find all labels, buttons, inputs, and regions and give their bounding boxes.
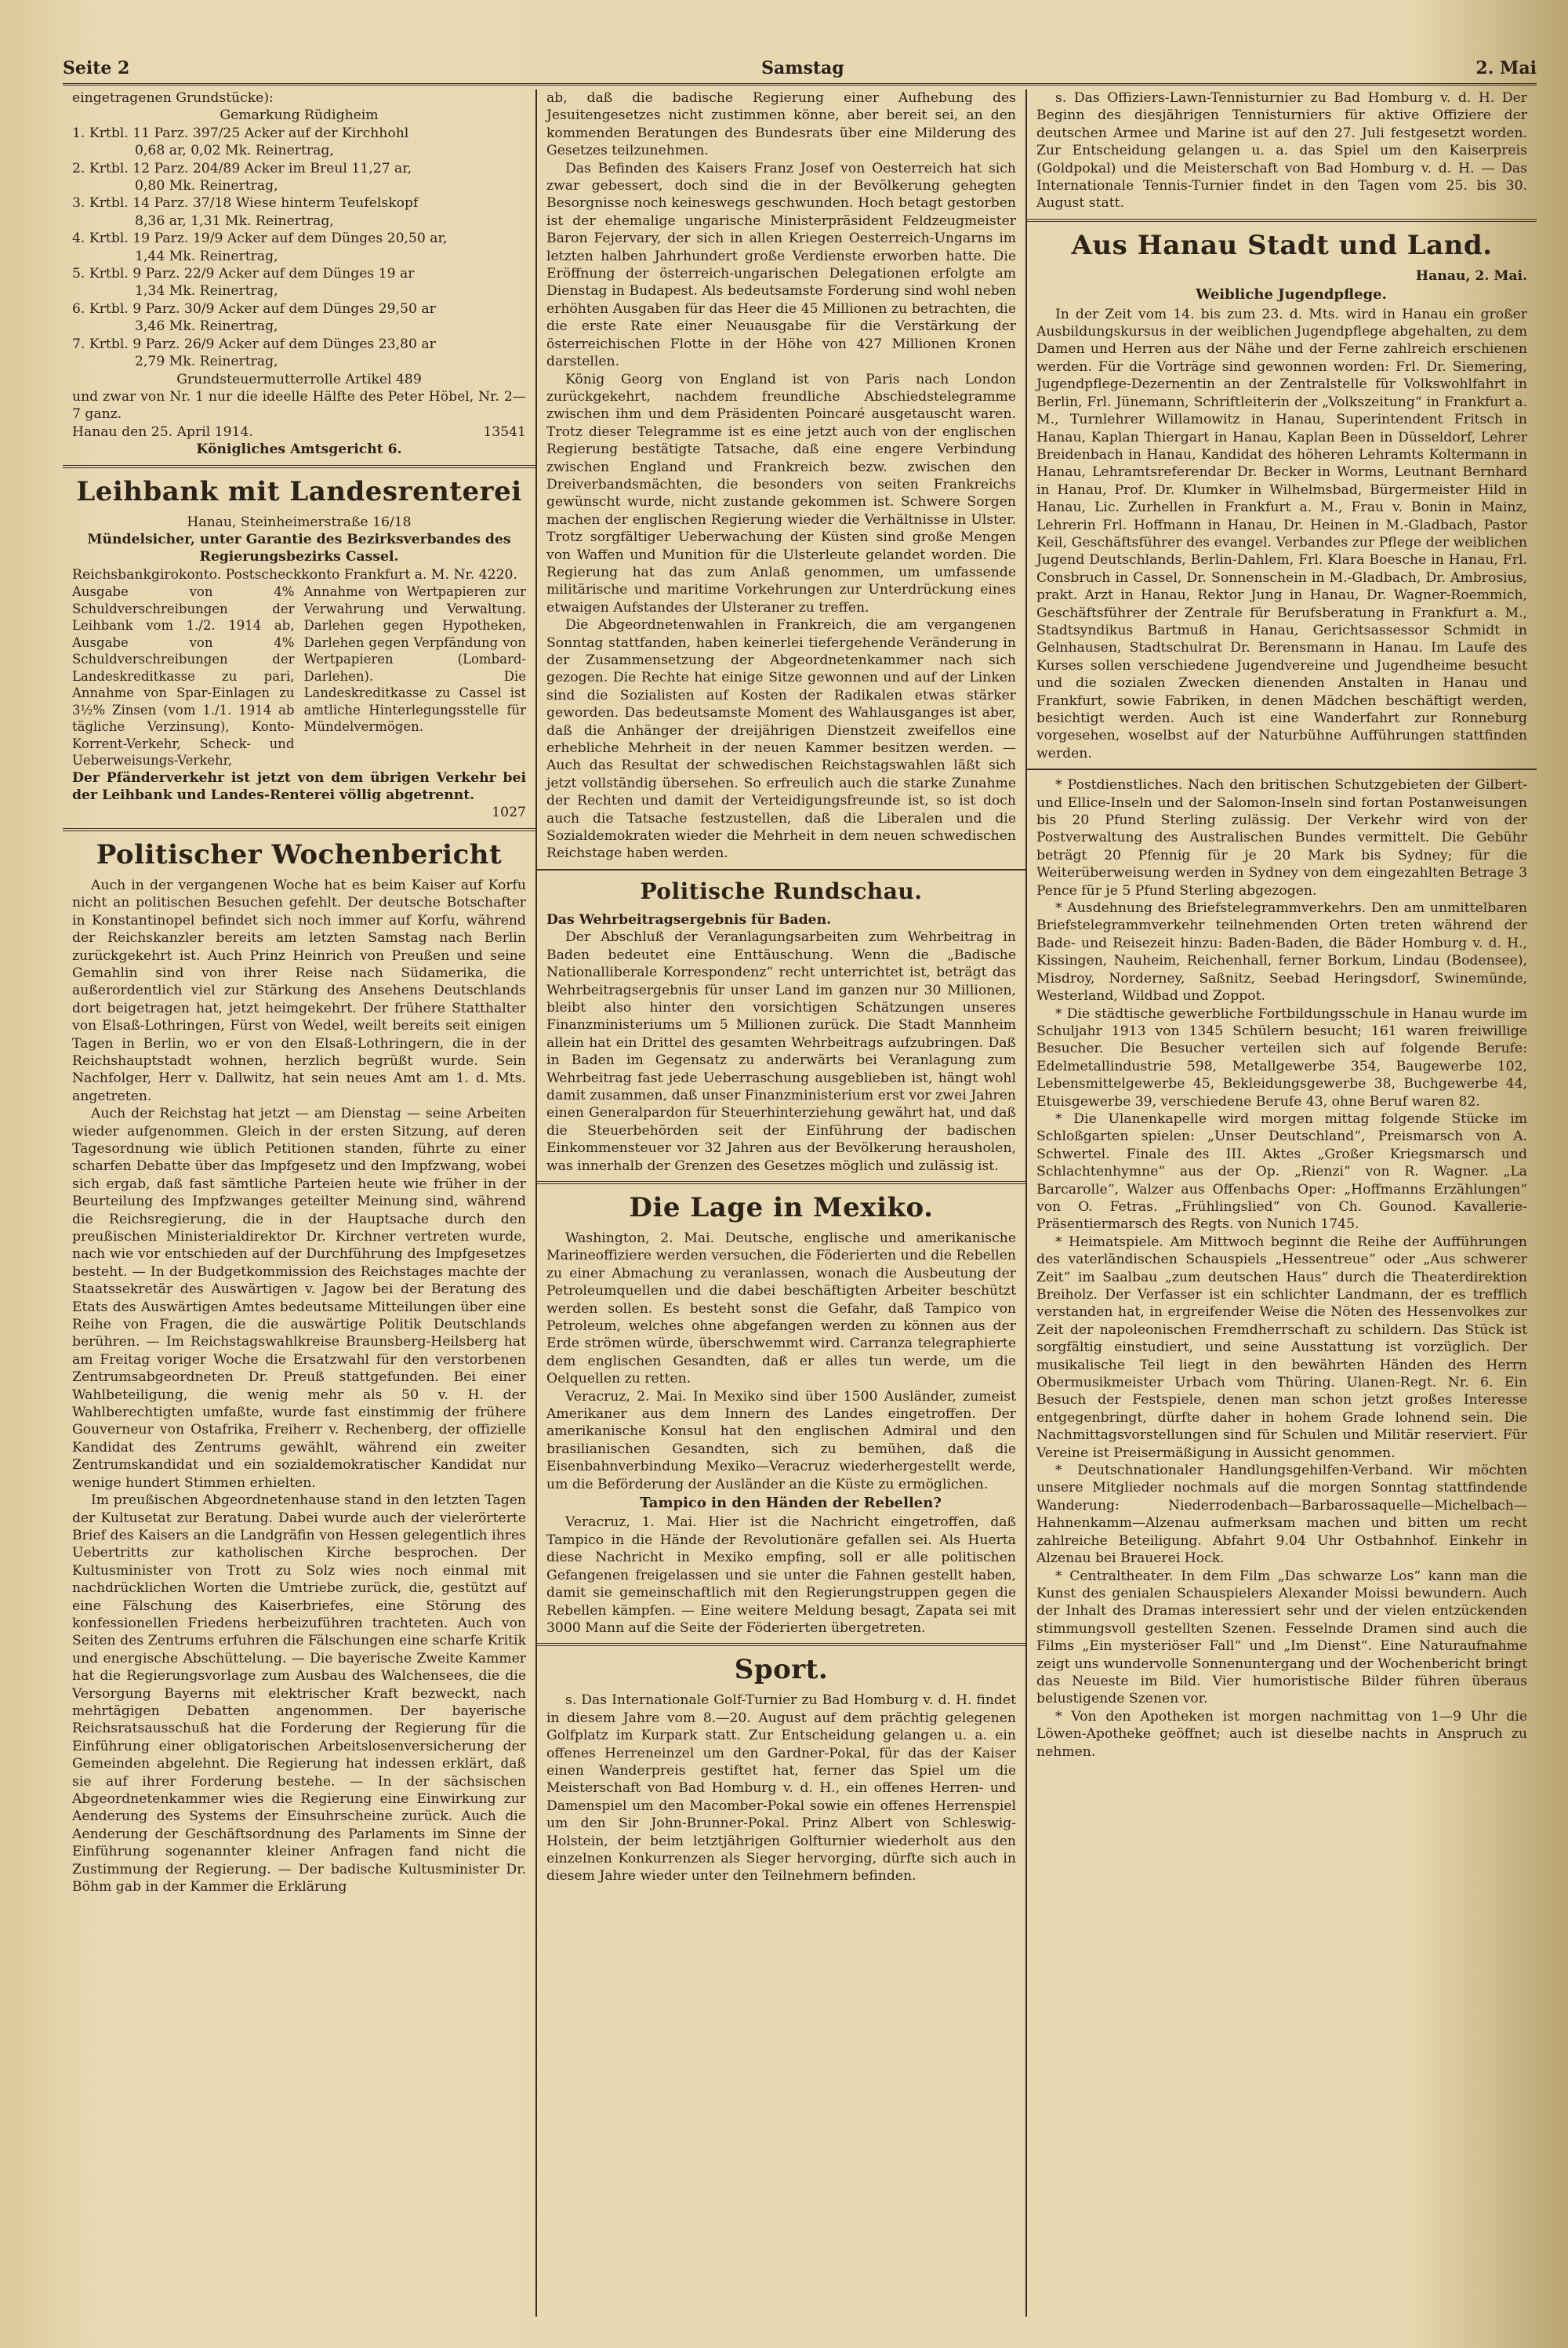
leihbank-services-left: Ausgabe von 4% Schuldverschreibungen der Leihbank vom 1./2. 1914 ab, Ausgabe von 4% Schuldverschreibungen der Landeskreditkasse zu pari, Annahme von Spar-Einlagen zu 3½% Zinsen (vom 1./1. 1914 ab tägliche Verzinsung), Konto-Korrent-Verkehr, Scheck- und Ueberweisungs-Verkehr, — [72, 584, 295, 769]
plot-line: 1,44 Mk. Reinertrag, — [135, 248, 278, 264]
divider — [1027, 219, 1537, 222]
plot-line: 7. Krtbl. 9 Parz. 26/9 Acker auf dem Dünges 23,80 ar — [72, 336, 436, 352]
plot-line: 2,79 Mk. Reinertrag, — [135, 354, 278, 370]
divider — [1027, 769, 1537, 770]
plot-line: 0,80 Mk. Reinertrag, — [135, 178, 278, 194]
grund-title: Gemarkung Rüdigheim — [220, 107, 379, 124]
article-paragraph: Auch der Reichstag hat jetzt — am Dienstag — seine Arbeiten wieder aufgenommen. Gleich in der ersten Sitzung, auf deren Tagesordnung wie üblich Petitionen standen, führte zu einer scharfen Debatte über das Impfgesetz und den Impfzwang, wobei sich ergab, daß fast sämtliche Parteien heute wie früher in der Beurteilung des Impfzwanges geteilter Meinung sind, während die Reichsregierung, die in der Hauptsache durch den preußischen Ministerialdirektor Dr. Kirchner vertreten wurde, nach wie vor entschieden auf der Durchführung des Impfgesetzes besteht. — In der Budgetkommission des Reichstages machte der Staatssekretär des Auswärtigen v. Jagow bei der Beratung des Etats des Auswärtigen Amtes bedeutsame Mitteilungen über eine Reihe von Fragen, die die auswärtige Politik Deutschlands berühren. — Im Reichstagswahlkreise Braunsberg-Heilsberg hat am Freitag voriger Woche die Ersatzwahl für den verstorbenen Zentrumsabgeordneten Dr. Preuß stattgefunden. Bei einer Wahlbeteiligung, die wenig mehr als 50 v. H. der Wahlberechtigten umfaßte, wurde fast einstimmig der frühere Gouverneur von Ostafrika, Freiherr v. Rechenberg, der offizielle Kandidat des Zentrums gewählt, während ein zweiter Zentrumskandidat und ein sozialdemokratischer Kandidat nur wenige hundert Stimmen erhielten. — [72, 1106, 526, 1491]
masthead — [63, 58, 1537, 85]
columns — [63, 89, 1537, 2317]
article-paragraph: Auch in der vergangenen Woche hat es beim Kaiser auf Korfu nicht an politischen Besuchen gefehlt. Der deutsche Botschafter in Konstantinopel befindet sich noch immer auf Korfu, während der Reichskanzler bereits am letzten Samstag nach Berlin zurückgekehrt ist. Auch Prinz Heinrich von Preußen und seine Gemahlin sind von ihrer Reise nach Südamerika, die außerordentlich viel zur Stärkung des Ansehens Deutschlands dort beigetragen hat, jetzt heimgekehrt. Der frühere Statthalter von Elsaß-Lothringen, Fürst von Wedel, weilt bereits seit einigen Tagen in Berlin, wo er von den Elsaß-Lothringern, die in der Reichshauptstadt wohnen, herzlich begrüßt wurde. Sein Nachfolger, Herr v. Dallwitz, hat sein neues Amt am 1. d. Mts. angetreten. — [72, 877, 526, 1104]
plot-line: 5. Krtbl. 9 Parz. 22/9 Acker auf dem Dünges 19 ar — [72, 266, 415, 282]
plot-line: 3,46 Mk. Reinertrag, — [135, 318, 278, 335]
article-paragraph: König Georg von England ist von Paris nach London zurückgekehrt, nachdem freundliche Abschiedstelegramme zwischen ihm und dem Präsidenten Poincaré ausgetauscht waren. Trotz dieser Telegramme ist es eine jetzt auch von der englischen Regierung bestätigte Tatsache, daß eine engere Verbindung zwischen England und Frankreich bezw. zwischen den Dreiverbandsmächten, die besonders von seiten Frankreichs gewünscht wurde, nicht zustande gekommen ist. Schwere Sorgen machen der englischen Regierung wieder die Verhältnisse in Ulster. Trotz sorgfältiger Ueberwachung der Küsten sind große Mengen von Waffen und Munition für die Ulsterleute gelandet worden. Die Regierung hat das zum Anlaß genommen, um umfassende militärische und maritime Vorkehrungen zur Unterdrückung eines etwaigen Aufstandes der Ulsteraner zu treffen. — [546, 371, 1016, 616]
column-2 — [537, 89, 1027, 2317]
article-paragraph: Das Befinden des Kaisers Franz Josef von Oesterreich hat sich zwar gebessert, doch sind die in der Bevölkerung gehegten Besorgnisse noch keineswegs geschwunden. Hoch betagt gestorben ist der ehemalige ungarische Ministerpräsident Feldzeugmeister Baron Fejervary, der sich in allen Kriegen Oesterreich-Ungarns im letzten halben Jahrhundert große Verdienste erworben hatte. Die Eröffnung der österreich-ungarischen Delegationen erfolgte am Dienstag in Budapest. Als bedeutsamste Forderung sind wohl neben erhöhten Ausgaben für das Heer die 45 Millionen zu betrachten, die die erste Rate einer Neuausgabe für die Verstärkung der österreichischen Flotte in der Höhe von 427 Millionen Kronen darstellen. — [546, 160, 1016, 370]
article-paragraph: Im preußischen Abgeordnetenhause stand in den letzten Tagen der Kultusetat zur Beratung. Dabei wurde auch der vielerörterte Brief des Kaisers an die Landgräfin von Hessen gelegentlich ihres Uebertritts zur katholischen Kirche besprochen. Der Kultusminister von Trott zu Solz wies noch einmal mit nachdrücklichen Worten die Umtriebe zurück, die, gestützt auf eine Fälschung des Kaiserbriefes, eine Störung des konfessionellen Friedens herbeizuführen trachteten. Auch von Seiten des Zentrums erfuhren die Fälschungen eine scharfe Kritik und energische Abschüttelung. — Die bayerische Zweite Kammer hat die Regierungsvorlage zum Ausbau des Walchensees, die die Versorgung Bayerns mit elektrischer Kraft bezweckt, nach mehrtägigen Debatten angenommen. Der bayerische Reichsratsausschuß hat die Forderung der Regierung für die Einführung einer obligatorischen Arbeitslosenversicherung der Gemeinden abgelehnt. Die Regierung hat indessen erklärt, daß sie auf ihrer Forderung bestehe. — In der sächsischen Abgeordnetenkammer wies die Regierung eine Einwirkung zur Aenderung des Systems der Einsuhrscheine zurück. Auch die Aenderung der Geschäftsordnung des Parlaments im Sinne der Einführung sogenannter kleiner Anfragen fand nicht die Zustimmung der Regierung. — Der badische Kultusminister Dr. Böhm gab in der Kammer die Erklärung — [72, 1492, 526, 1895]
rundschau-subtitle: Das Wehrbeitragsergebnis für Baden. — [546, 911, 832, 928]
plot-line: 0,68 ar, 0,02 Mk. Reinertrag, — [135, 143, 334, 159]
local-note: * Die Ulanenkapelle wird morgen mittag folgende Stücke im Schloßgarten spielen: „Unser Deutschland“, Preismarsch von A. Schwertel. Finale des III. Aktes „Großer Kriegsmarsch und Schlachtenhymne“ aus der Op. „Rienzi“ von R. Wagner. „La Barcarolle“, Walzer aus Offenbachs Oper: „Hoffmanns Erzählungen“ von O. Fetras. „Frühlingslied“ von Ch. Gounod. Kavallerie-Präsentiermarsch des Regts. von Nunich 1745. — [1036, 1110, 1527, 1233]
plot-line: 8,36 ar, 1,31 Mk. Reinertrag, — [135, 213, 334, 229]
grund-date: Hanau den 25. April 1914. — [72, 423, 253, 440]
mexiko-title: Die Lage in Mexiko. — [629, 1191, 934, 1223]
grund-tail: und zwar von Nr. 1 nur die ideelle Hälfte des Peter Höbel, Nr. 2—7 ganz. — [72, 388, 526, 423]
leihbank-services-right: Annahme von Wertpapieren zur Verwahrung und Verwaltung. Darlehen gegen Hypotheken, Darlehen gegen Verpfändung von Wertpapieren (Lombard-Darlehen). Die Landeskreditkasse zu Cassel ist amtliche Hinterlegungsstelle für Mündelvermögen. — [303, 584, 526, 735]
issue-date: 2. Mai — [1475, 58, 1537, 78]
article-paragraph: s. Das Offiziers-Lawn-Tennisturnier zu Bad Homburg v. d. H. Der Beginn des diesjährigen Tennisturniers für aktive Offiziere der deutschen Armee und Marine ist auf den 27. Juli festgesetzt worden. Zur Entscheidung gelangen u. a. das Spiel um den Kaiserpreis (Goldpokal) und die Meisterschaft von Bad Homburg v. d. H. — Das Internationale Tennis-Turnier findet in den Tagen vom 25. bis 30. August statt. — [1036, 90, 1527, 212]
article-paragraph: Veracruz, 2. Mai. In Mexiko sind über 1500 Ausländer, zumeist Amerikaner aus dem Innern des Landes eingetroffen. Der amerikanische Konsul hat den englischen Admiral und den brasilianischen Gesandten, sich zu bemühen, daß die Eisenbahnverbindung Mexiko—Veracruz wiederhergestellt werde, um die Beförderung der Ausländer an die Küste zu ermöglichen. — [546, 1388, 1016, 1492]
leihbank-subtitle: Mündelsicher, unter Garantie des Bezirksverbandes des Regierungsbezirks Cassel. — [87, 531, 511, 565]
weekday: Samstag — [761, 58, 844, 78]
divider — [537, 1181, 1025, 1184]
page-number: Seite 2 — [63, 58, 130, 78]
divider — [537, 1643, 1025, 1646]
local-note: * Von den Apotheken ist morgen nachmittag von 1—9 Uhr die Löwen-Apotheke geöffnet; auch ist dieselbe nachts in Anspruch zu nehmen. — [1036, 1708, 1527, 1760]
plot-line: 3. Krtbl. 14 Parz. 37/18 Wiese hinterm Teufelskopf — [72, 195, 419, 212]
leihbank-address: Hanau, Steinheimerstraße 16/18 — [187, 514, 412, 530]
article-paragraph: Der Abschluß der Veranlagungsarbeiten zum Wehrbeitrag in Baden bedeutet eine Enttäuschung. Wenn die „Badische Nationalliberale Korrespondenz“ recht unterrichtet ist, beträgt das Wehrbeitragsergebnis für unser Land im ganzen nur 30 Millionen, bleibt also hinter den vorsichtigen Schätzungen unseres Finanzministeriums um 5 Millionen zurück. Die Stadt Mannheim allein hat ein Drittel des gesamten Wehrbeitrags aufzubringen. Daß in Baden im Gegensatz zu anderwärts bei Veranlagung zum Wehrbeitrag fast jede Ueberraschung ausgeblieben ist, hängt wohl damit zusammen, daß unser Finanzministerium erst vor zwei Jahren einen Generalpardon für Steuerhinterziehung gewährt hat, und daß die Steuerbehörden seit der Einführung der badischen Einkommensteuer vor 32 Jahren aus der Bevölkerung herausholen, was innerhalb der Grenzen des Gesetzes möglich und zulässig ist. — [546, 929, 1016, 1174]
plot-line: 6. Krtbl. 9 Parz. 30/9 Acker auf dem Dünges 29,50 ar — [72, 300, 436, 317]
mexiko-subtitle: Tampico in den Händen der Rebellen? — [640, 1495, 942, 1512]
grund-artikel: Grundsteuermutterrolle Artikel 489 — [176, 371, 422, 387]
grund-number: 13541 — [483, 423, 526, 440]
local-note: * Die städtische gewerbliche Fortbildungsschule in Hanau wurde im Schuljahr 1913 von 1345 Schülern besucht; 161 waren freiwillige Besucher. Die Besucher verteilen sich auf folgende Berufe: Edelmetallindustrie 598, Metallgewerbe 354, Baugewerbe 102, Lebensmittelgewerbe 45, Bekleidungsgewerbe 38, Buchgewerbe 44, Etuisgewerbe 39, verschiedene Berufe 43, ohne Beruf waren 82. — [1036, 1005, 1527, 1110]
column-3 — [1027, 89, 1537, 2317]
grund-intro: eingetragenen Grundstücke): — [72, 90, 274, 106]
article-paragraph: s. Das Internationale Golf-Turnier zu Bad Homburg v. d. H. findet in diesem Jahre vom 8.—20. August auf dem prächtig gelegenen Golfplatz im Kurpark statt. Zur Entscheidung gelangen u. a. ein offenes Herreneinzel um den Gardner-Pokal, für das der Kaiser einen Wanderpreis gestiftet hat, ferner das Spiel um die Meisterschaft von Bad Homburg v. d. H., ein offenes Herren- und Damenspiel um den Macomber-Pokal sowie ein offenes Herrenspiel um den Sir John-Brunner-Pokal. Prinz Albert von Schleswig-Holstein, der beim letztjährigen Golfturnier wiederholt aus den einzelnen Konkurrenzen als Sieger hervorging, dürfte sich auch in diesem Jahre wieder unter den Teilnehmern befinden. — [546, 1692, 1016, 1885]
plot-line: 4. Krtbl. 19 Parz. 19/9 Acker auf dem Dünges 20,50 ar, — [72, 231, 448, 247]
divider — [537, 869, 1025, 871]
grund-dateline — [72, 423, 526, 441]
leihbank-services — [72, 583, 526, 769]
local-note: * Centraltheater. In dem Film „Das schwarze Los“ kann man die Kunst des genialen Schauspielers Alexander Moissi bewundern. Auch der Inhalt des Dramas interessiert sehr und der vielen entzückenden stimmungsvoll gestellten Szenen. Fesselnde Dramen sind auch die Films „Ein mysteriöser Fall“ und „Im Dienst“. Eine Naturaufnahme zeigt uns wundervolle Sonnenuntergang und der Wochenbericht bringt das Neueste im Bild. Vier humoristische Bilder führen überaus belustigende Szenen vor. — [1036, 1568, 1527, 1707]
divider — [63, 465, 535, 468]
plot-list — [72, 125, 526, 371]
leihbank-pfand: Der Pfänderverkehr ist jetzt von dem übrigen Verkehr bei der Leihbank und Landes-Renterei völlig abgetrennt. — [72, 769, 526, 804]
column-1 — [63, 89, 537, 2317]
hanau-title: Aus Hanau Stadt und Land. — [1071, 229, 1493, 261]
hanau-subtitle: Weibliche Jugendpflege. — [1196, 286, 1387, 303]
leihbank-title: Leihbank mit Landesrenterei — [76, 475, 522, 507]
rundschau-title: Politische Rundschau. — [640, 878, 923, 904]
divider — [63, 828, 535, 831]
wochenbericht-title: Politischer Wochenbericht — [96, 838, 503, 871]
local-note: * Deutschnationaler Handlungsgehilfen-Verband. Wir möchten unsere Mitglieder nochmals auf die morgen Sonntag stattfindende Wanderung: Niederrodenbach—Barbarossaquelle—Michelbach—Hahnenkamm—Alzenau aufmerksam machen und bitten um recht zahlreiche Beteiligung. Abfahrt 9.04 Uhr Ostbahnhof. Einkehr in Alzenau bei Brauerei Hock. — [1036, 1463, 1527, 1567]
plot-line: 1,34 Mk. Reinertrag, — [135, 283, 278, 300]
article-paragraph: Washington, 2. Mai. Deutsche, englische und amerikanische Marineoffiziere werden versuchen, die Föderierten und die Rebellen zu einer Abmachung zu veranlassen, wonach die Ausbeutung der Petroleumquellen und die dabei beschäftigten Arbeiter beschützt werden sollen. Es besteht sonst die Gefahr, daß Tampico von Petroleum, welches ohne abgefangen werden zu können aus der Erde strömen würde, überschwemmt wird. Carranza telegraphierte dem englischen Gesandten, daß er alles tun werde, um die Oelquellen zu retten. — [546, 1230, 1016, 1387]
article-paragraph: In der Zeit vom 14. bis zum 23. d. Mts. wird in Hanau ein großer Ausbildungskursus in der weiblichen Jugendpflege abgehalten, zu dem Damen und Herren aus der Nähe und der Ferne zahlreich erschienen werden. Für die Vorträge sind gewonnen worden: Frl. Dr. Siemering, Jugendpflege-Dezernentin an der Zentralstelle für Volkswohlfahrt in Berlin, Frl. Jünemann, Schriftleiterin der „Volkszeitung“ in Frankfurt a. M., Turnlehrer Willamowitz in Hanau, Superintendent Fritsch in Hanau, Kaplan Thiergart in Hanau, Kaplan Been in Düsseldorf, Lehrer Breidenbach in Hanau, Kandidat des höheren Lehramts Koltermann in Hanau, Lehramtsreferendar Dr. Becker in Worms, Leutnant Bernhard in Hanau, Prof. Dr. Klumker in Wilhelmsbad, Bürgermeister Hild in Hanau, Lic. Zurhellen in Frankfurt a. M., Frau v. Bonin in Mainz, Lehrerin Frl. Hoffmann in Hanau, Dr. Heinen in M.-Gladbach, Pastor Keil, Geschäftsführer des evangel. Verbandes zur Pflege der weiblichen Jugend Deutschlands, Berlin-Dahlem, Frl. Klara Boesche in Hanau, Frl. Consbruch in Cassel, Dr. Sonnenschein in M.-Gladbach, Dr. Ambrosius, prakt. Arzt in Hanau, Rektor Jung in Hanau, Dr. Wagner-Roemmich, Geschäftsführer der Zentrale für Berufsberatung in Frankfurt a. M., Stadtsyndikus Bartmuß in Hanau, Gerichtsassessor Schmidt in Gelnhausen, Stadtschulrat Dr. Berensmann in Hanau. Im Laufe des Kurses sollen verschiedene Jugendvereine und Jugendheime besucht und die sozialen Zwecken dienenden Anstalten in Hanau und Frankfurt, sowie Fabriken, in denen Mädchen beschäftigt werden, besichtigt werden. Auch ist eine Wanderfahrt zur Ronneburg vorgesehen, woselbst auf der Naturbühne Aufführungen stattfinden werden. — [1036, 306, 1527, 761]
hanau-dateline: Hanau, 2. Mai. — [1415, 267, 1527, 284]
plot-line: 2. Krtbl. 12 Parz. 204/89 Acker im Breul 11,27 ar, — [72, 160, 412, 176]
local-note: * Heimatspiele. Am Mittwoch beginnt die Reihe der Aufführungen des vaterländischen Schauspiels „Hessentreue“ oder „Aus schwerer Zeit“ im Saalbau „zum deutschen Haus“ durch die Theaterdirektion Breiholz. Der Verfasser ist ein schlichter Landmann, der es trefflich verstanden hat, in ergreifender Weise die Nöten des Hessenvolkes zur Zeit der napoleonischen Fremdherrschaft zu schildern. Das Stück ist sorgfältig einstudiert, und seine Ausstattung ist vorzüglich. Der musikalische Teil liegt in den bewährten Händen des Herrn Obermusikmeister Urbach vom Thüring. Ulanen-Regt. Nr. 6. Ein Besuch der Festspiele, denen man schon jetzt großes Interesse entgegenbringt, dürfte daher in hohem Grade lohnend sein. Die Nachmittagsvorstellungen sind für Schulen und Militär reserviert. Für Vereine ist Preisermäßigung in Aussicht genommen. — [1036, 1234, 1527, 1461]
article-paragraph: ab, daß die badische Regierung einer Aufhebung des Jesuitengesetzes nicht zustimmen könne, aber bereit sei, an den kommenden Beratungen des Bundesrats über eine Milderung des Gesetzes teilzunehmen. — [546, 90, 1016, 159]
sport-title: Sport. — [734, 1654, 829, 1686]
leihbank-konto: Reichsbankgirokonto. Postscheckkonto Frankfurt a. M. Nr. 4220. — [72, 566, 517, 583]
article-paragraph: Die Abgeordnetenwahlen in Frankreich, die am vergangenen Sonntag stattfanden, haben keinerlei tiefergehende Veränderung in der Zusammensetzung der Abgeordnetenkammer nach sich gezogen. Die Rechte hat einige Sitze gewonnen und auf der Linken sind die Sozialisten auf Kosten der Radikalen etwas stärker geworden. Das bedeutsamste Moment des Wahlausganges ist aber, daß die Anhänger der dreijährigen Dienstzeit zweifellos eine erhebliche Mehrheit in der neuen Kammer besitzen werden. — Auch das Resultat der schwedischen Reichstagswahlen läßt sich jetzt vollständig übersehen. So erfreulich auch die starke Zunahme der Rechten und damit der Verteidigungsfreunde ist, so ist doch auch die Tatsache festzustellen, daß die Liberalen und die Sozialdemokraten wieder die Mehrheit in dem neuen schwedischen Reichstage haben werden. — [546, 617, 1016, 862]
leihbank-number: 1027 — [492, 805, 526, 821]
article-paragraph: Veracruz, 1. Mai. Hier ist die Nachricht eingetroffen, daß Tampico in die Hände der Revolutionäre gefallen sei. Als Huerta diese Nachricht in Mexiko empfing, soll er alle politischen Gefangenen freigelassen und sie unter die Fahnen gestellt haben, damit sie gemeinschaftlich mit den Regierungstruppen gegen die Rebellen kämpfen. — Eine weitere Meldung besagt, Zapata sei mit 3000 Mann auf die Seite der Föderierten übergetreten. — [546, 1514, 1016, 1636]
plot-line: 1. Krtbl. 11 Parz. 397/25 Acker auf der Kirchhohl — [72, 125, 409, 141]
grund-signature: Königliches Amtsgericht 6. — [196, 442, 402, 458]
local-note: * Postdienstliches. Nach den britischen Schutzgebieten der Gilbert- und Ellice-Inseln und der Salomon-Inseln sind fortan Postanweisungen bis 20 Pfund Sterling zulässig. Der Verkehr wird von der Postverwaltung des Australischen Bundes vermittelt. Die Gebühr beträgt 20 Pfennig für je 20 Mark bis Sydney; für die Weiterüberweisung werden in Sydney von dem eingezahlten Betrage 3 Pence für je 5 Pfund Sterling abgezogen. — [1036, 777, 1527, 899]
local-note: * Ausdehnung des Briefstelegrammverkehrs. Den am unmittelbaren Briefstelegrammverkehr teilnehmenden Orten treten während der Bade- und Reisezeit hinzu: Baden-Baden, die Bäder Homburg v. d. H., Kissingen, Nauheim, Reichenhall, ferner Borkum, Lindau (Bodensee), Misdroy, Norderney, Saßnitz, Seebad Heringsdorf, Swinemünde, Westerland, Wildbad und Zoppot. — [1036, 900, 1527, 1005]
